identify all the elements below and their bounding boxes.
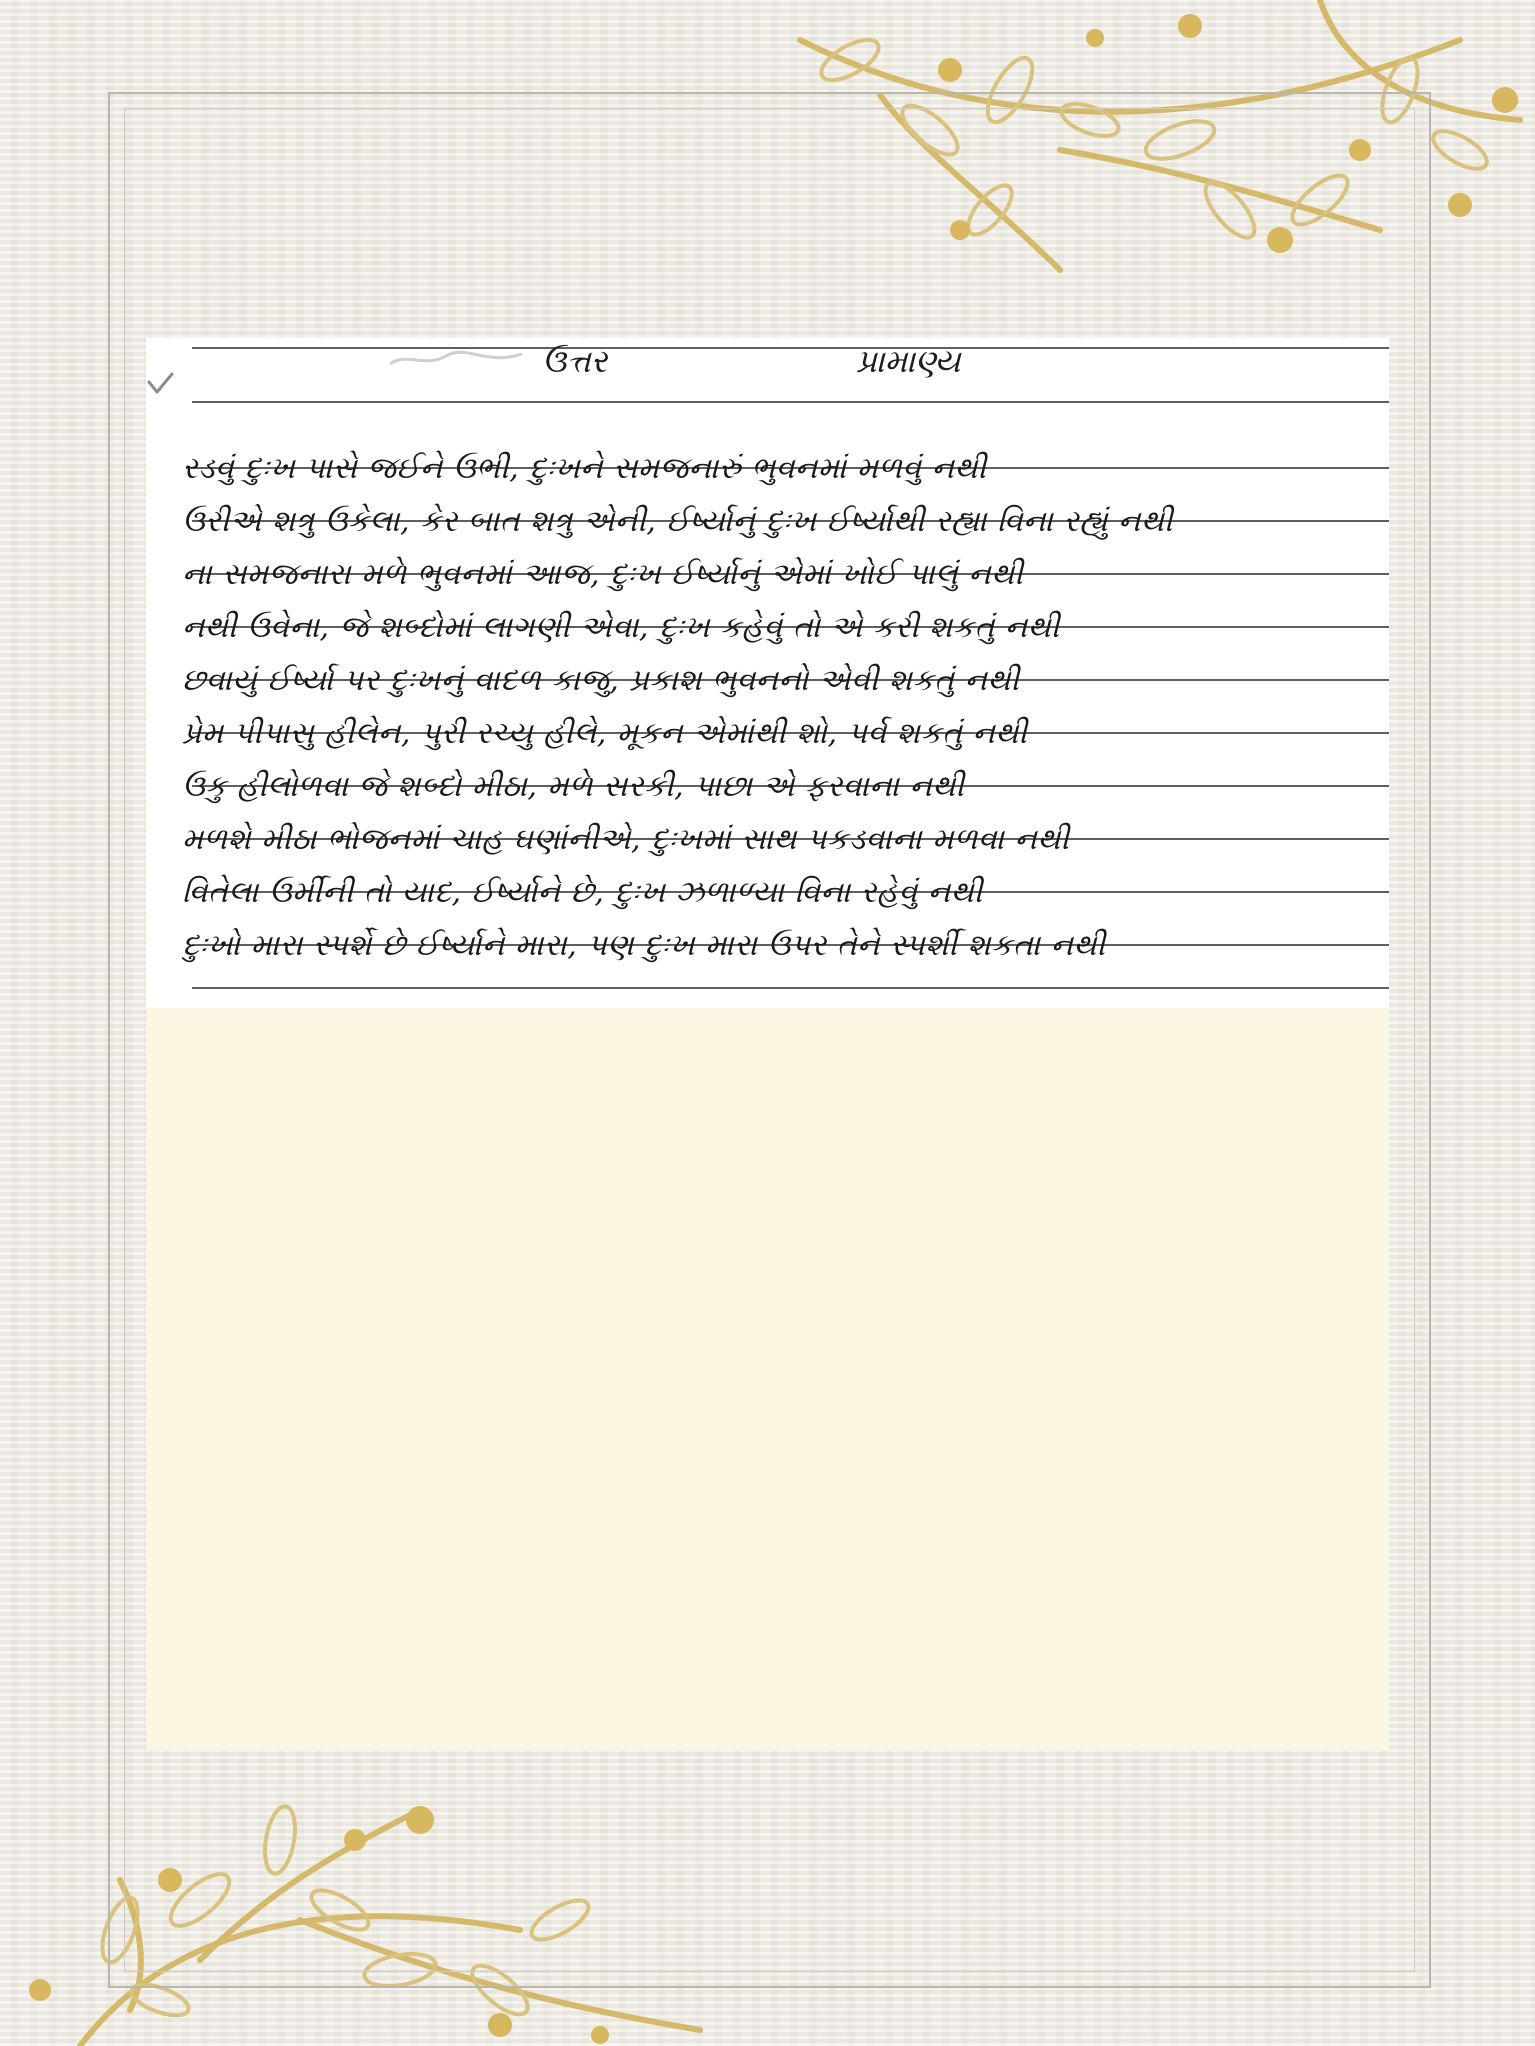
text-line-2: ઉરીએ શત્રુ ઉકેલા, કેર બાત શત્રુ એની, ઈર્ષ્યાનું દુઃખ ઈર્ષ્યાથી રહ્યા વિના રહ્યું નથી (182, 504, 1174, 539)
handwritten-note-sheet (146, 338, 1389, 1008)
poem-body (182, 442, 1372, 972)
text-line-4: નથી ઉવેના, જે શબ્દોમાં લાગણી એવા, દુઃખ કહેવું તો એ કરી શકતું નથી (182, 610, 1060, 645)
text-line-6: પ્રેમ પીપાસુ હીલેન, પુરી રચ્યુ હીલે, મૂકન એમાંથી શો, પર્વ શકતું નથી (182, 716, 1028, 751)
text-line-5: છવાયું ઈર્ષ્યા પર દુઃખનું વાદળ કાજુ, પ્રકાશ ભુવનનો એવી શકતું નથી (182, 663, 1020, 698)
text-line-3: ના સમજનારા મળે ભુવનમાં આજ, દુઃખ ઈર્ષ્યાનું એમાં ખોઈ પાલું નથી (182, 557, 1024, 592)
text-line-10: દુઃખો મારા સ્પર્શે છે ઈર્ષ્યાને મારા, પણ દુઃખ મારા ઉપર તેને સ્પર્શી શકતા નથી (182, 928, 1106, 963)
text-line-9: વિતેલા ઉર્મીની તો યાદ, ઈર્ષ્યાને છે, દુઃખ ઝળાળ્યા વિના રહેવું નથી (182, 875, 983, 910)
heading-left: ઉત્તર (542, 342, 608, 380)
text-line-8: મળશે મીઠા ભોજનમાં ચાહ ઘણાંનીએ, દુઃખમાં સાથ પકડવાના મળવા નથી (182, 822, 1070, 857)
text-line-1: રડવું દુઃખ પાસે જઈને ઉભી, દુઃખને સમજનારું ભુવનમાં મળવું નથી (182, 451, 987, 486)
heading-row (146, 338, 1389, 408)
text-line-7: ઉકુ હીલોળવા જે શબ્દો મીઠા, મળે સરકી, પાછા એ ફરવાના નથી (182, 769, 965, 804)
heading-right: પ્રામાણ્ય (856, 342, 961, 380)
